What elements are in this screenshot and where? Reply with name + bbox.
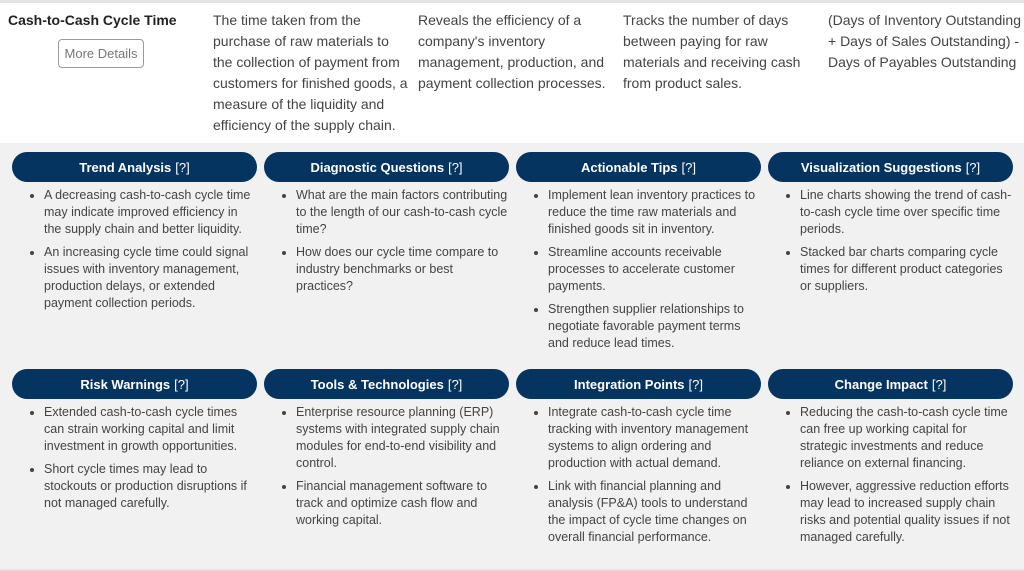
- card-diagnostic-questions: [264, 152, 509, 301]
- card-list: [516, 404, 761, 546]
- list-item: • Enterprise resource planning (ERP) systems with integrated supply chain modules for end-to-end visibility and control.: [296, 404, 509, 472]
- card-header: [264, 369, 509, 399]
- card-header: [516, 152, 761, 182]
- card-trend-analysis: [12, 152, 257, 318]
- card-list: [264, 187, 509, 295]
- card-title: Risk Warnings: [80, 376, 171, 392]
- card-list: [768, 404, 1013, 546]
- help-link[interactable]: [?]: [681, 159, 697, 175]
- card-list: [516, 187, 761, 352]
- card-list: [12, 404, 257, 512]
- card-title: Diagnostic Questions: [310, 159, 445, 175]
- card-visualization-suggestions: [768, 152, 1013, 301]
- card-title: Tools & Technologies: [310, 376, 444, 392]
- list-item: • Financial management software to track and optimize cash flow and working capital.: [296, 478, 509, 529]
- help-link[interactable]: [?]: [688, 376, 703, 392]
- help-link[interactable]: [?]: [447, 376, 463, 392]
- more-details-button[interactable]: More Details: [58, 39, 144, 68]
- list-item: • Short cycle times may lead to stockouts or production disruptions if not managed carefully.: [44, 461, 257, 512]
- card-tools-technologies: [264, 369, 509, 535]
- card-header: [12, 369, 257, 399]
- help-link[interactable]: [?]: [174, 376, 189, 392]
- help-link[interactable]: [?]: [931, 376, 947, 392]
- card-change-impact: [768, 369, 1013, 552]
- list-item: • Strengthen supplier relationships to negotiate favorable payment terms and reduce lead times.: [548, 301, 761, 352]
- card-list: [12, 187, 257, 312]
- help-link[interactable]: [?]: [965, 159, 981, 175]
- metric-formula: (Days of Inventory Outstanding + Days of Sales Outstanding) - Days of Payables Outstanding: [828, 12, 1021, 70]
- help-link[interactable]: [?]: [448, 159, 463, 175]
- list-item: • How does our cycle time compare to industry benchmarks or best practices?: [296, 244, 509, 295]
- card-list: [768, 187, 1013, 295]
- list-item: • Streamline accounts receivable processes to accelerate customer payments.: [548, 244, 761, 295]
- list-item: • What are the main factors contributing to the length of our cash-to-cash cycle time?: [296, 187, 509, 238]
- card-list: [264, 404, 509, 529]
- card-risk-warnings: [12, 369, 257, 518]
- list-item: • A decreasing cash-to-cash cycle time may indicate improved efficiency in the supply chain and better liquidity.: [44, 187, 257, 238]
- list-item: • Reducing the cash-to-cash cycle time can free up working capital for strategic investments and reduce reliance on external financing.: [800, 404, 1013, 472]
- card-title: Actionable Tips: [580, 159, 678, 175]
- card-header: [768, 152, 1013, 182]
- card-title: Visualization Suggestions: [800, 159, 962, 175]
- list-item: • Extended cash-to-cash cycle times can strain working capital and limit investment in growth opportunities.: [44, 404, 257, 455]
- card-actionable-tips: [516, 152, 761, 358]
- list-item: • Line charts showing the trend of cash-to-cash cycle time over specific time periods.: [800, 187, 1013, 238]
- metric-measures: Tracks the number of days between paying for raw materials and receiving cash from product sales.: [623, 12, 801, 91]
- card-integration-points: [516, 369, 761, 552]
- metric-purpose: Reveals the efficiency of a company's inventory management, production, and payment collection processes.: [418, 12, 606, 91]
- help-link[interactable]: [?]: [175, 159, 190, 175]
- list-item: • Stacked bar charts comparing cycle times for different product categories or suppliers.: [800, 244, 1013, 295]
- card-header: [264, 152, 509, 182]
- list-item: • Implement lean inventory practices to reduce the time raw materials and finished goods sit in inventory.: [548, 187, 761, 238]
- card-title: Trend Analysis: [79, 159, 172, 175]
- card-header: [516, 369, 761, 399]
- metric-title: Cash-to-Cash Cycle Time: [8, 12, 177, 28]
- card-title: Integration Points: [574, 376, 685, 392]
- card-header: [12, 152, 257, 182]
- metric-summary-row: [0, 3, 1024, 143]
- list-item: • However, aggressive reduction efforts may lead to increased supply chain risks and potential quality issues if not managed carefully.: [800, 478, 1013, 546]
- metric-definition: The time taken from the purchase of raw materials to the collection of payment from customers for finished goods, a measure of the liquidity and efficiency of the supply chain.: [213, 12, 408, 133]
- list-item: • An increasing cycle time could signal issues with inventory management, production delays, or extended payment collection periods.: [44, 244, 257, 312]
- card-title: Change Impact: [834, 376, 928, 392]
- card-header: [768, 369, 1013, 399]
- list-item: • Integrate cash-to-cash cycle time tracking with inventory management systems to align ordering and production with actual demand.: [548, 404, 761, 472]
- list-item: • Link with financial planning and analysis (FP&A) tools to understand the impact of cycle time changes on overall financial performance.: [548, 478, 761, 546]
